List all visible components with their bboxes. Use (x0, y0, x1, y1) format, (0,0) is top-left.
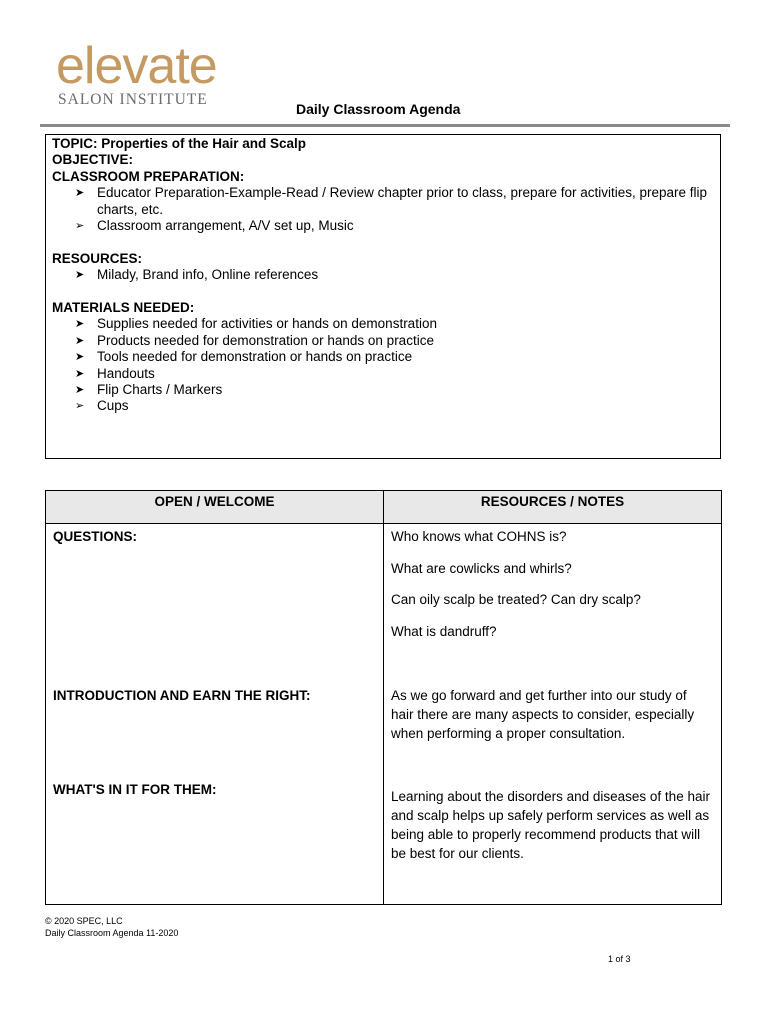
column-header-open-welcome: OPEN / WELCOME (46, 491, 384, 524)
intro-text: As we go forward and get further into our study of hair there are many aspects to consider, especially when performing a proper consultation. (391, 688, 695, 741)
list-item: ➤ Supplies needed for activities or hands on demonstration (75, 316, 437, 332)
arrow-bullet-icon: ➢ (75, 220, 85, 233)
resources-list (52, 267, 714, 283)
list-item: ➤ Tools needed for demonstration or hands on practice (75, 349, 413, 365)
list-item: ➤ Milady, Brand info, Online references (75, 267, 319, 283)
header-divider (40, 124, 730, 127)
arrow-bullet-icon: ➤ (75, 351, 85, 364)
questions-label: QUESTIONS: (53, 529, 138, 544)
logo-wordmark: elevate (56, 37, 217, 95)
arrow-bullet-icon: ➤ (75, 334, 85, 347)
list-item: ➤ Products needed for demonstration or hands on practice (75, 332, 434, 348)
wiifm-text: Learning about the disorders and diseases of the hair and scalp helps up safely perform services as well as being able to properly recommend products that will be best for our clients. (391, 789, 710, 861)
agenda-left-cell (46, 524, 384, 905)
question-item: What are cowlicks and whirls? (391, 561, 572, 576)
arrow-bullet-icon: ➤ (75, 318, 85, 331)
page-number: 1 of 3 (608, 954, 631, 964)
arrow-bullet-icon: ➤ (75, 187, 85, 200)
list-item: ➤ Educator Preparation-Example-Read / Review chapter prior to class, prepare for activities, prepare flip charts, etc. (75, 185, 708, 217)
list-item: ➢ Classroom arrangement, A/V set up, Music (75, 218, 354, 234)
materials-list (52, 316, 714, 414)
topic-line: TOPIC: Properties of the Hair and Scalp (52, 136, 307, 151)
question-item: Who knows what COHNS is? (391, 529, 567, 544)
objective-label: OBJECTIVE: (52, 152, 134, 168)
document-title: Daily Classroom Agenda (296, 101, 461, 117)
logo (56, 37, 256, 109)
list-item: ➢ Cups (75, 398, 129, 414)
question-item: Can oily scalp be treated? Can dry scalp? (391, 592, 641, 607)
copyright: © 2020 SPEC, LLC (45, 916, 123, 926)
footer (45, 916, 178, 939)
resources-heading: RESOURCES: (52, 250, 143, 266)
list-item: ➤ Handouts (75, 365, 155, 381)
materials-heading: MATERIALS NEEDED: (52, 300, 195, 316)
arrow-bullet-icon: ➤ (75, 367, 85, 380)
preparation-box (45, 134, 721, 459)
arrow-bullet-icon: ➢ (75, 400, 85, 413)
list-item: ➤ Flip Charts / Markers (75, 382, 223, 398)
question-item: What is dandruff? (391, 624, 497, 639)
table-header-row (46, 491, 722, 524)
wiifm-label: WHAT'S IN IT FOR THEM: (53, 782, 217, 797)
arrow-bullet-icon: ➤ (75, 269, 85, 282)
arrow-bullet-icon: ➤ (75, 384, 85, 397)
logo-subtitle: SALON INSTITUTE (58, 91, 208, 108)
agenda-table (45, 490, 722, 905)
column-header-resources-notes: RESOURCES / NOTES (384, 491, 722, 524)
table-row (46, 524, 722, 905)
classroom-prep-list (52, 185, 714, 234)
intro-label: INTRODUCTION AND EARN THE RIGHT: (53, 688, 311, 703)
classroom-prep-heading: CLASSROOM PREPARATION: (52, 168, 245, 184)
document-id: Daily Classroom Agenda 11-2020 (45, 927, 179, 938)
agenda-right-cell (384, 524, 722, 905)
